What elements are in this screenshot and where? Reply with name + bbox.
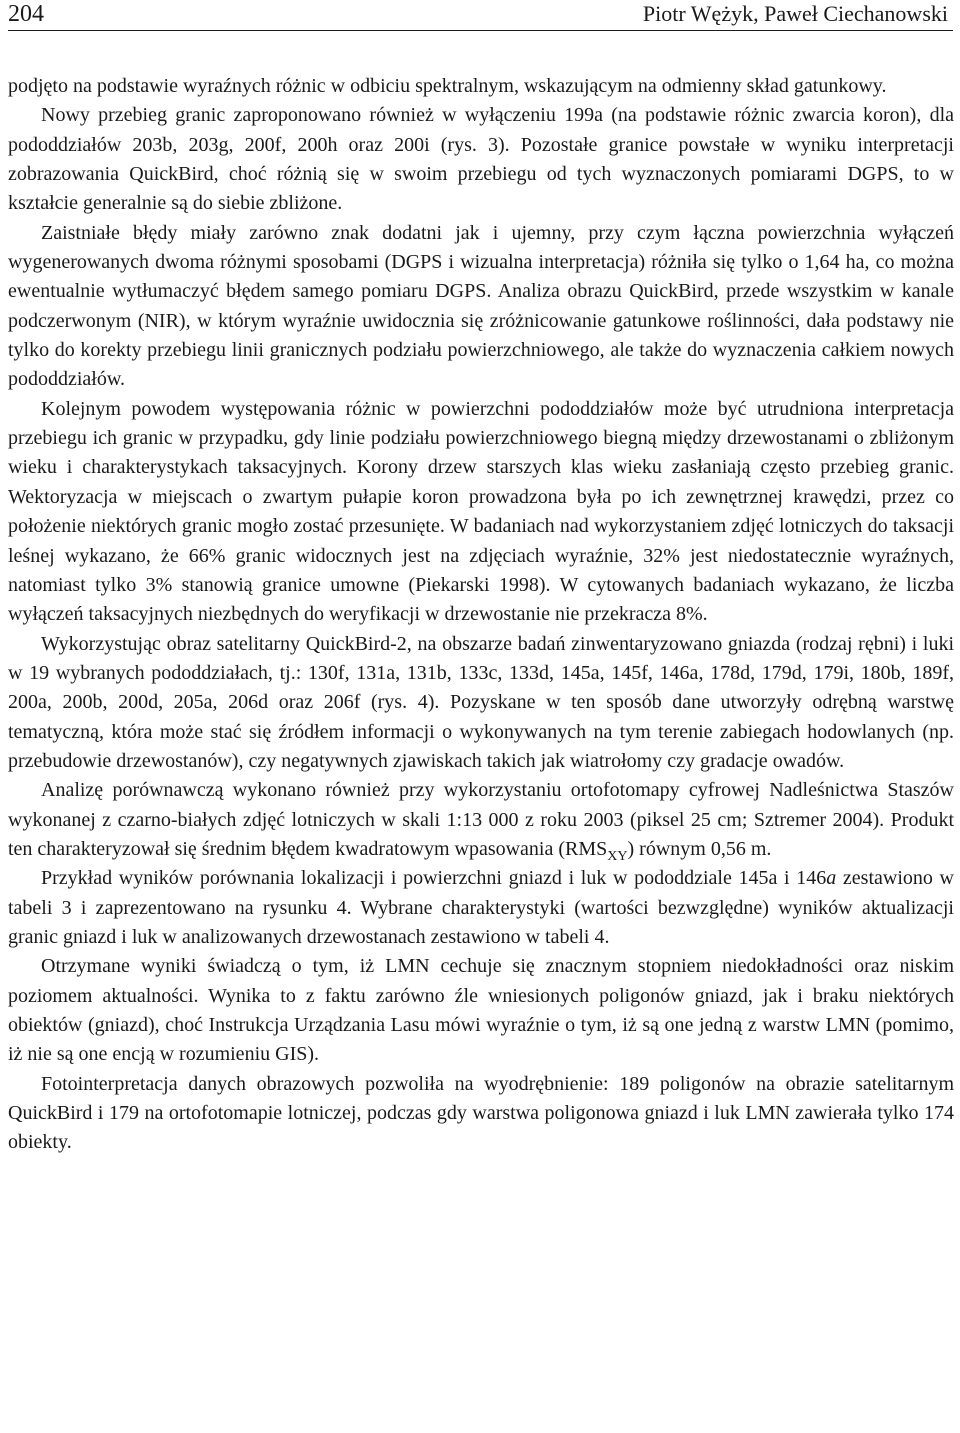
paragraph: Kolejnym powodem występowania różnic w powierzchni pododdziałów może być utrudniona interpretacja przebiegu ich granic w przypadku, gdy linie podziału powierzchniowego biegną między drzewostanami o zbliżonym wieku i charakterystykach taksacyjnych. Korony drzew starszych klas wieku zasłaniają często przebieg granic. Wektoryzacja w miejscach o zwartym pułapie koron prowadzona była po ich zewnętrznej krawędzi, przez co położenie niektórych granic mogło zostać przesunięte. W badaniach nad wykorzystaniem zdjęć lotniczych do taksacji leśnej wykazano, że 66% granic widocznych jest na zdjęciach wyraźnie, 32% jest niedostatecznie wyraźnych, natomiast tylko 3% stanowią granice umowne (Piekarski 1998). W cytowanych badaniach wykazano, że liczba wyłączeń taksacyjnych niezbędnych do weryfikacji w drzewostanie nie przekracza 8%. [8,397,954,626]
body-text [8,72,954,1158]
rms-text-before: Analizę porównawczą wykonano również przy wykorzystaniu ortofotomapy cyfrowej Nadleśnictwa Staszów wykonanej z czarno-białych zdjęć lotniczych w skali 1:13 000 z roku 2003 (piksel 25 cm; Sztremer 2004). Produkt ten charakteryzował się średnim błędem kwadratowym wpasowania (RMS [8,779,954,860]
paragraph: Fotointerpretacja danych obrazowych pozwoliła na wyodrębnienie: 189 poligonów na obrazie satelitarnym QuickBird i 179 na ortofotomapie lotniczej, podczas gdy warstwa poligonowa gniazd i luk LMN zawierała tylko 174 obiekty. [8,1072,954,1154]
paragraph: Nowy przebieg granic zaproponowano również w wyłączeniu 199a (na podstawie różnic zwarcia koron), dla pododdziałów 203b, 203g, 200f, 200h oraz 200i (rys. 3). Pozostałe granice powstałe w wyniku interpretacji zobrazowania QuickBird, choć różnią się w swoim przebiegu od tych wyznaczonych pomiarami DGPS, to w kształcie generalnie są do siebie zbliżone. [8,104,954,215]
paragraph: podjęto na podstawie wyraźnych różnic w odbiciu spektralnym, wskazującym na odmienny skład gatunkowy. [8,75,887,97]
paragraph: Wykorzystując obraz satelitarny QuickBird-2, na obszarze badań zinwentaryzowano gniazda (rodzaj rębni) i luki w 19 wybranych pododdziałach, tj.: 130f, 131a, 131b, 133c, 133d, 145a, 145f, 146a, 178d, 179d, 179i, 180b, 189f, 200a, 200b, 200d, 205a, 206d oraz 206f (rys. 4). Pozyskane w ten sposób dane utworzyły odrębną warstwę tematyczną, która może stać się źródłem informacji o wykonywanych na tym terenie zabiegach hodowlanych (np. przebudowie drzewostanów), czy negatywnych zjawiskach takich jak wiatrołomy czy gradacje owadów. [8,632,954,772]
page-number: 204 [8,1,44,27]
rms-text-after: ) równym 0,56 m. [627,837,772,860]
paragraph-rms [8,776,954,864]
page-header [8,0,953,31]
paragraph: Zaistniałe błędy miały zarówno znak dodatni jak i ujemny, przy czym łączna powierzchnia wyłączeń wygenerowanych dwoma różnymi sposobami (DGPS i wizualna interpretacja) różniła się tylko o 1,64 ha, co można ewentualnie wytłumaczyć błędem samego pomiaru DGPS. Analiza obrazu QuickBird, przede wszystkim w kanale podczerwonym (NIR), w którym wyraźnie uwidocznia się zróżnicowanie gatunkowe roślinności, dała podstawy nie tylko do korekty przebiegu linii granicznych podziału powierzchniowego, ale także do wyznaczenia całkiem nowych pododdziałów. [8,221,954,391]
paragraph-tables [8,864,954,952]
tables-italic: a [826,867,837,890]
running-head-authors: Piotr Wężyk, Paweł Ciechanowski [642,1,948,26]
tables-text-before: Przykład wyników porównania lokalizacji i powierzchni gniazd i luk w pododdziale 145a i 146 [41,867,827,890]
tables-text-after: zestawiono w tabeli 3 i zaprezentowano na rysunku 4. Wybrane charakterystyki (wartości bezwzględne) wyników aktualizacji granic gniazd i luk w analizowanych drzewostanach zestawiono w tabeli 4. [8,867,954,948]
rms-subscript: XY [607,848,628,864]
paragraph: Otrzymane wyniki świadczą o tym, iż LMN cechuje się znacznym stopniem niedokładności oraz niskim poziomem aktualności. Wynika to z faktu zarówno źle wniesionych poligonów gniazd, jak i braku niektórych obiektów (gniazd), choć Instrukcja Urządzania Lasu mówi wyraźnie o tym, iż są one jedną z warstw LMN (pomimo, iż nie są one encją w rozumieniu GIS). [8,955,954,1066]
